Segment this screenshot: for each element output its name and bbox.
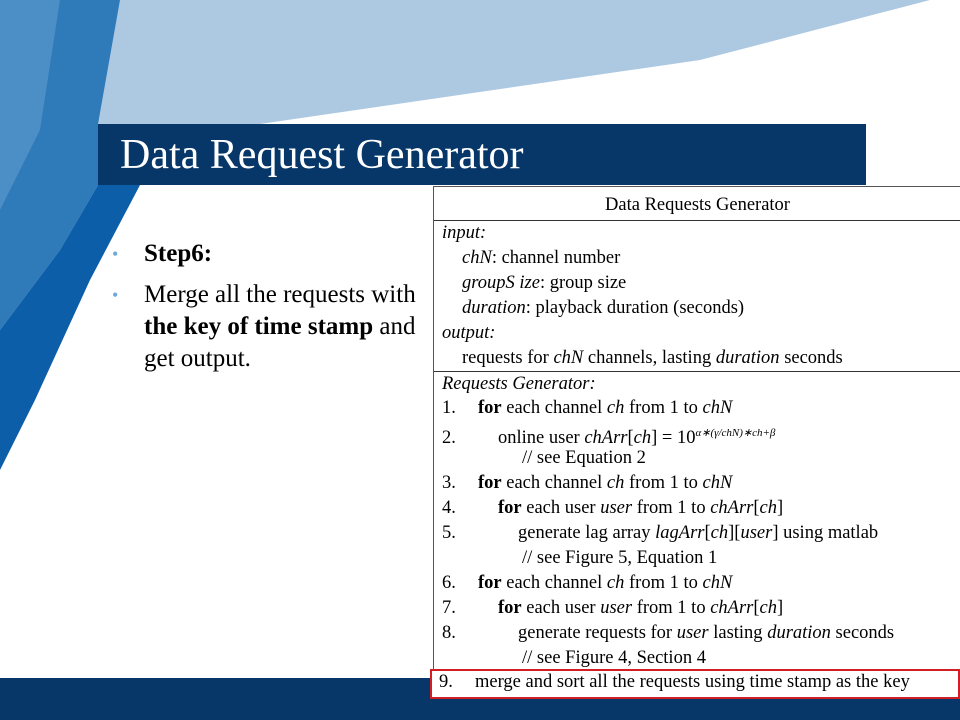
bullet-merge xyxy=(112,279,432,375)
step-9-highlight-box xyxy=(430,669,960,699)
bullet-merge-text-2: and get output. xyxy=(144,313,416,372)
bullet-dot-icon: • xyxy=(112,285,119,305)
step-1: 1. for each channel ch from 1 to chN xyxy=(442,398,733,418)
step-8: 8. generate requests for user lasting duration seconds xyxy=(442,623,895,643)
algorithm-box xyxy=(433,186,960,692)
step-2-comment: // see Equation 2 xyxy=(522,448,646,468)
input-chN: chN: channel number xyxy=(462,248,621,268)
input-groupsize: groupS ize: group size xyxy=(462,273,627,293)
step-9: 9. merge and sort all the requests using time stamp as the key xyxy=(431,671,958,697)
generator-label: Requests Generator: xyxy=(434,371,960,396)
algorithm-heading: Data Requests Generator xyxy=(434,187,960,221)
bullet-list xyxy=(112,238,432,384)
step-6: 6. for each channel ch from 1 to chN xyxy=(442,573,733,593)
bullet-merge-bold: the key of time stamp xyxy=(144,313,374,340)
output-label: output: xyxy=(442,323,496,343)
bullet-step6-label: Step6: xyxy=(144,240,213,267)
input-label: input: xyxy=(442,223,487,243)
step-3: 3. for each channel ch from 1 to chN xyxy=(442,473,733,493)
step-4: 4. for each user user from 1 to chArr[ch] xyxy=(442,498,784,518)
title-bar xyxy=(98,124,866,185)
slide-title: Data Request Generator xyxy=(120,132,524,178)
step-5-comment: // see Figure 5, Equation 1 xyxy=(522,548,718,568)
input-duration: duration: playback duration (seconds) xyxy=(462,298,745,318)
bullet-dot-icon: • xyxy=(112,244,119,264)
step-7: 7. for each user user from 1 to chArr[ch] xyxy=(442,598,784,618)
step-2: 2. online user chArr[ch] = $10^{\alpha∗(\gamma/chN)∗ch+\beta}$ xyxy=(442,427,776,449)
bullet-merge-text-1: Merge all the requests with xyxy=(144,281,416,308)
step-5: 5. generate lag array lagArr[ch][user] using matlab xyxy=(442,523,879,543)
output-desc: requests for chN channels, lasting duration seconds xyxy=(462,348,843,368)
step-8-comment: // see Figure 4, Section 4 xyxy=(522,648,706,668)
bullet-step6 xyxy=(112,238,432,270)
